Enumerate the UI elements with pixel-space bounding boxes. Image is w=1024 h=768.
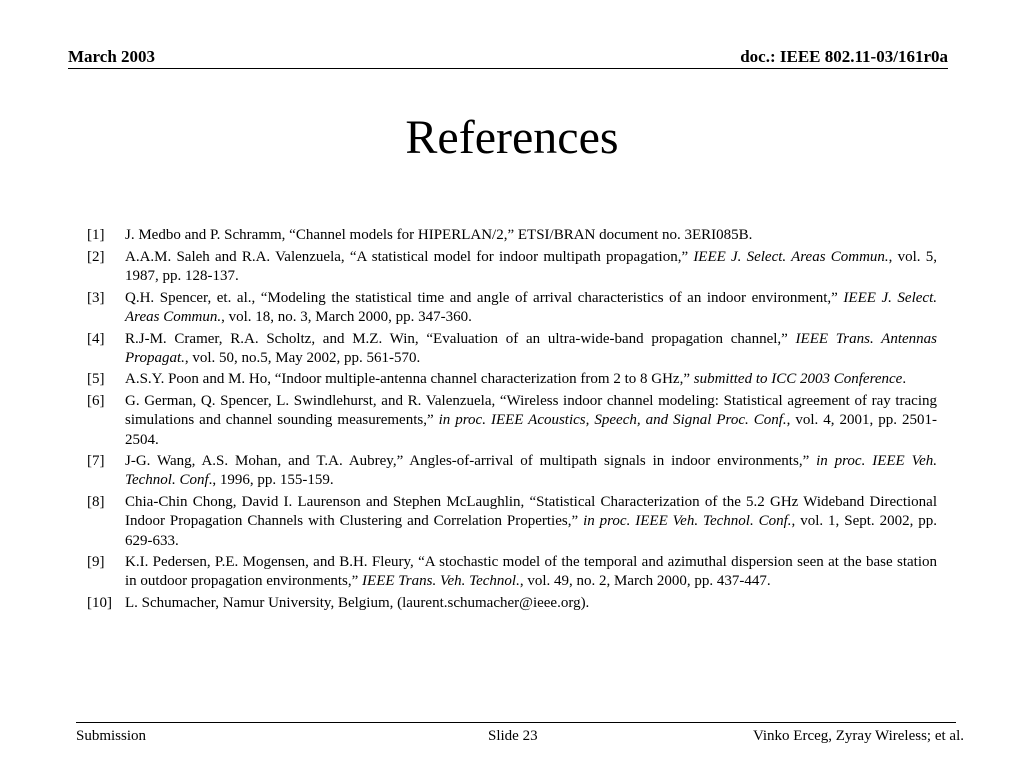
reference-italic-segment: IEEE Trans. Veh. Technol.	[362, 573, 520, 590]
reference-italic-segment: IEEE J. Select. Areas Commun.	[693, 248, 889, 265]
reference-segment: , vol. 1, Sept. 2002, pp. 629-633.	[125, 513, 937, 549]
reference-italic-segment: in proc. IEEE Acoustics, Speech, and Signal Proc. Conf.	[438, 412, 787, 429]
reference-number: [9]	[87, 554, 105, 571]
reference-text	[125, 289, 937, 327]
reference-segment: Chia-Chin Chong, David I. Laurenson and Stephen McLaughlin, “Statistical Characterization of the 5.2 GHz Wideband Directional Indoor Propagation Channels with Clustering and Correlation Properties,”	[125, 494, 937, 530]
reference-text	[125, 248, 937, 286]
reference-text	[125, 553, 937, 591]
reference-number: [5]	[87, 371, 105, 388]
reference-italic-segment: IEEE J. Select. Areas Commun.	[125, 289, 937, 325]
reference-number: [10]	[87, 595, 112, 612]
footer-submission: Submission	[76, 728, 147, 744]
reference-text	[125, 226, 937, 245]
reference-item	[87, 226, 937, 245]
reference-text	[125, 594, 937, 613]
header-rule	[68, 68, 948, 69]
reference-number: [8]	[87, 494, 105, 511]
reference-segment: , vol. 4, 2001, pp. 2501-2504.	[125, 412, 937, 448]
reference-item	[87, 594, 937, 613]
reference-segment: Q.H. Spencer, et. al., “Modeling the statistical time and angle of arrival characteristics of an indoor environment,”	[125, 289, 844, 306]
reference-item	[87, 248, 937, 286]
reference-segment: , vol. 49, no. 2, March 2000, pp. 437-447.	[519, 573, 771, 590]
reference-number: [3]	[87, 289, 105, 306]
reference-item	[87, 370, 937, 389]
reference-segment: G. German, Q. Spencer, L. Swindlehurst, and R. Valenzuela, “Wireless indoor channel modeling: Statistical agreement of ray tracing simulations and channel sounding measurements,”	[125, 393, 937, 429]
reference-segment: A.A.M. Saleh and R.A. Valenzuela, “A statistical model for indoor multipath propagation,”	[125, 248, 694, 265]
slide-title: References	[405, 111, 619, 164]
footer-rule	[76, 722, 956, 723]
reference-segment: R.J-M. Cramer, R.A. Scholtz, and M.Z. Win, “Evaluation of an ultra-wide-band propagation channel,”	[125, 330, 796, 347]
footer-slide-number: Slide 23	[488, 728, 538, 744]
reference-italic-segment: in proc. IEEE Veh. Technol. Conf	[125, 453, 937, 489]
reference-segment: .	[902, 371, 907, 388]
reference-text	[125, 493, 937, 551]
reference-item	[87, 452, 937, 490]
reference-text	[125, 452, 937, 490]
reference-text	[125, 370, 937, 389]
reference-number: [1]	[87, 227, 105, 243]
reference-segment: A.S.Y. Poon and M. Ho, “Indoor multiple-antenna channel characterization from 2 to 8 GHz,”	[125, 371, 694, 388]
header-doc-id: doc.: IEEE 802.11-03/161r0a	[740, 47, 948, 66]
reference-segment: L. Schumacher, Namur University, Belgium, (laurent.schumacher@ieee.org).	[125, 595, 590, 612]
footer-authors: Vinko Erceg, Zyray Wireless; et al.	[752, 728, 964, 744]
header-date: March 2003	[68, 47, 156, 66]
reference-number: [2]	[87, 248, 105, 265]
reference-segment: J. Medbo and P. Schramm, “Channel models for HIPERLAN/2,” ETSI/BRAN document no. 3ERI085B.	[125, 227, 753, 243]
reference-segment: , vol. 50, no.5, May 2002, pp. 561-570.	[184, 349, 421, 366]
reference-item	[87, 553, 937, 591]
reference-number: [4]	[87, 330, 105, 347]
reference-italic-segment: in proc. IEEE Veh. Technol. Conf.	[583, 513, 792, 530]
reference-segment: J-G. Wang, A.S. Mohan, and T.A. Aubrey,” Angles-of-arrival of multipath signals in indoor environments,”	[125, 453, 817, 470]
reference-segment: K.I. Pedersen, P.E. Mogensen, and B.H. Fleury, “A stochastic model of the temporal and azimuthal dispersion seen at the base station in outdoor propagation environments,”	[125, 554, 937, 590]
reference-item	[87, 289, 937, 327]
reference-text	[125, 330, 937, 368]
reference-segment: ., 1996, pp. 155-159.	[208, 472, 334, 489]
reference-number: [7]	[87, 453, 105, 470]
reference-text	[125, 392, 937, 450]
reference-item	[87, 493, 937, 551]
reference-number: [6]	[87, 393, 105, 410]
reference-segment: , vol. 18, no. 3, March 2000, pp. 347-360.	[221, 308, 472, 325]
reference-italic-segment: IEEE Trans. Antennas Propagat.	[125, 330, 937, 366]
reference-item	[87, 392, 937, 450]
reference-segment: , vol. 5, 1987, pp. 128-137.	[125, 248, 937, 284]
references-list	[87, 226, 937, 616]
reference-item	[87, 330, 937, 368]
reference-italic-segment: submitted to ICC 2003 Conference	[693, 371, 903, 388]
